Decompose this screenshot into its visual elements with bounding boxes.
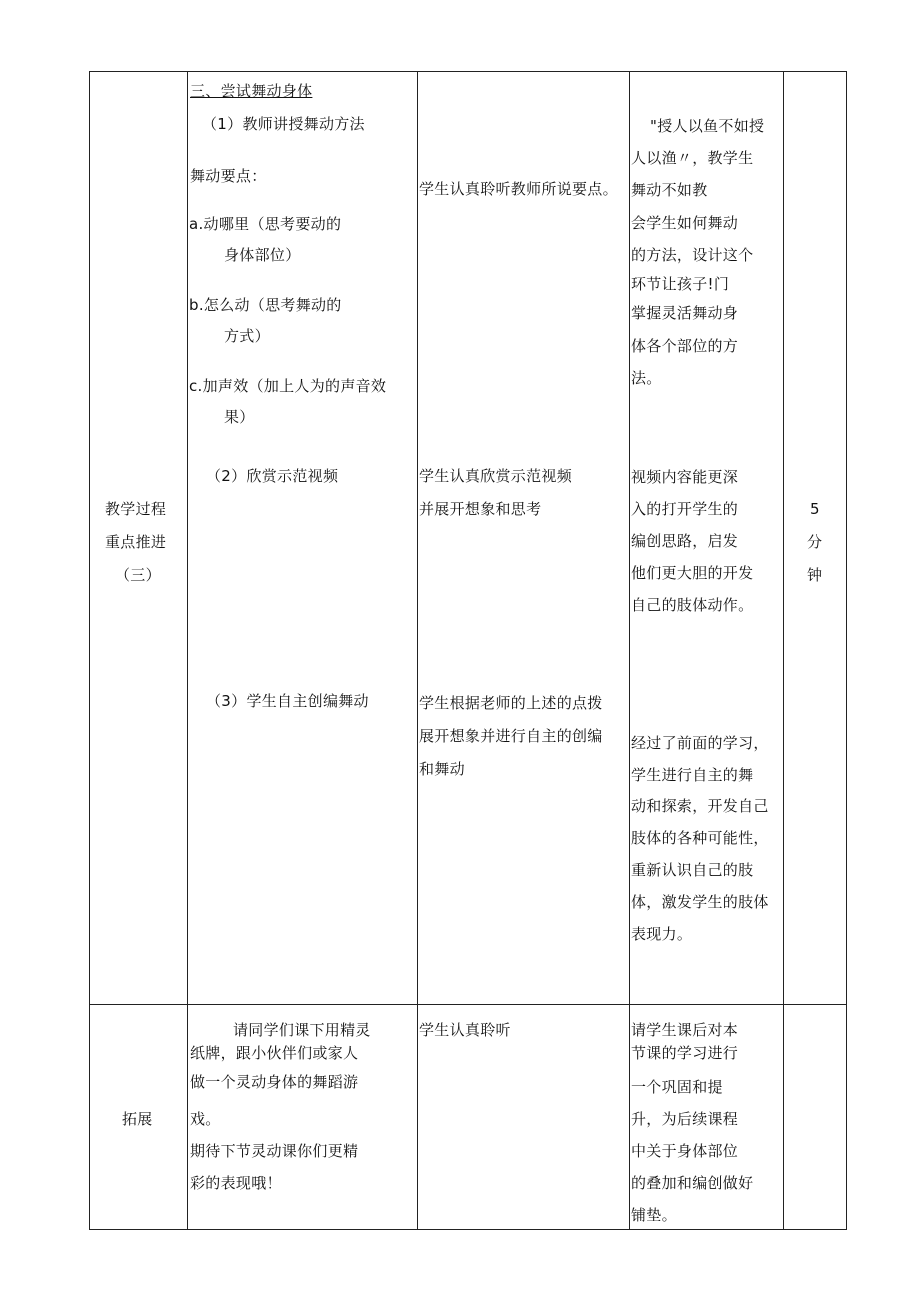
table-border-right (846, 71, 847, 1230)
col-divider-4 (783, 71, 784, 1230)
intent-line: 体各个部位的方 (631, 337, 739, 355)
col-divider-2 (417, 71, 418, 1230)
intent-line: 入的打开学生的 (631, 500, 739, 518)
intent-line: 肢体的各种可能性， (631, 829, 769, 847)
intent-line: 请学生课后对本 (631, 1021, 739, 1039)
intent-line: 节课的学习进行 (631, 1044, 739, 1062)
content-line: 果） (224, 408, 255, 426)
intent-line: 学生进行自主的舞 (631, 766, 754, 784)
extension-line: 做一个灵动身体的舞蹈游 (190, 1073, 359, 1091)
intent-line: 经过了前面的学习， (631, 734, 769, 752)
intent-line: 升，为后续课程 (631, 1110, 739, 1128)
content-line: 方式） (224, 327, 270, 345)
student-activity-line: 学生认真欣赏示范视频 (419, 467, 573, 485)
intent-line: 舞动不如教 (631, 181, 708, 199)
content-line: （2）欣赏示范视频 (206, 467, 339, 485)
col-divider-1 (187, 71, 188, 1230)
intent-line: 重新认识自己的肢 (631, 861, 754, 879)
time-label-line: 钟 (807, 566, 823, 584)
content-line: 舞动要点： (190, 167, 267, 185)
intent-line: 自己的肢体动作。 (631, 596, 754, 614)
intent-line: 视频内容能更深 (631, 468, 739, 486)
intent-line: 会学生如何舞动 (631, 214, 739, 232)
student-activity-line: 学生认真聆听教师所说要点。 (419, 180, 618, 198)
intent-line: 体，激发学生的肢体 (631, 893, 769, 911)
extension-line: 彩的表现哦！ (190, 1174, 282, 1192)
intent-line: "授人以鱼不如授 (650, 117, 765, 135)
extension-line: 期待下节灵动课你们更精 (190, 1142, 359, 1160)
intent-line: 一个巩固和提 (631, 1078, 723, 1096)
student-activity-line: 学生根据老师的上述的点拨 (419, 694, 603, 712)
time-label-line: 分 (807, 533, 823, 551)
col-divider-3 (629, 71, 630, 1230)
extension-line: 纸牌，跟小伙伴们或家人 (190, 1044, 359, 1062)
intent-line: 他们更大胆的开发 (631, 564, 754, 582)
extension-line: 戏。 (190, 1110, 221, 1128)
content-line: （3）学生自主创编舞动 (206, 692, 369, 710)
student-activity-line: 和舞动 (419, 760, 465, 778)
intent-line: 掌握灵活舞动身 (631, 304, 739, 322)
stage-label-line: 重点推进 (105, 533, 167, 551)
section-heading: 三、尝试舞动身体 (190, 82, 313, 100)
intent-line: 法。 (631, 369, 662, 387)
table-border-bottom (89, 1229, 847, 1230)
intent-line: 中关于身体部位 (631, 1142, 739, 1160)
content-line: a.动哪里（思考要动的 (189, 215, 342, 233)
intent-line: 人以渔〃，教学生 (631, 149, 754, 167)
content-line: 身体部位） (224, 246, 301, 264)
stage-label-line: 教学过程 (105, 500, 167, 518)
intent-line: 环节让孩子!门 (631, 275, 730, 293)
student-activity-line: 学生认真聆听 (419, 1021, 511, 1039)
student-activity-line: 并展开想象和思考 (419, 500, 542, 518)
row-divider (89, 1004, 847, 1005)
time-label-line: 5 (810, 500, 820, 518)
intent-line: 铺垫。 (631, 1206, 677, 1224)
table-border-left (89, 71, 90, 1230)
extension-line: 请同学们课下用精灵 (233, 1021, 371, 1039)
stage-label-extension: 拓展 (122, 1110, 153, 1128)
intent-line: 动和探索，开发自己 (631, 797, 769, 815)
content-line: b.怎么动（思考舞动的 (189, 296, 342, 314)
student-activity-line: 展开想象并进行自主的创编 (419, 727, 603, 745)
intent-line: 的方法，设计这个 (631, 246, 754, 264)
content-line: c.加声效（加上人为的声音效 (189, 377, 387, 395)
table-border-top (89, 71, 847, 72)
stage-label-line: （三） (115, 566, 161, 584)
intent-line: 编创思路，启发 (631, 532, 739, 550)
intent-line: 的叠加和编创做好 (631, 1174, 754, 1192)
content-line: （1）教师讲授舞动方法 (202, 115, 365, 133)
intent-line: 表现力。 (631, 925, 693, 943)
